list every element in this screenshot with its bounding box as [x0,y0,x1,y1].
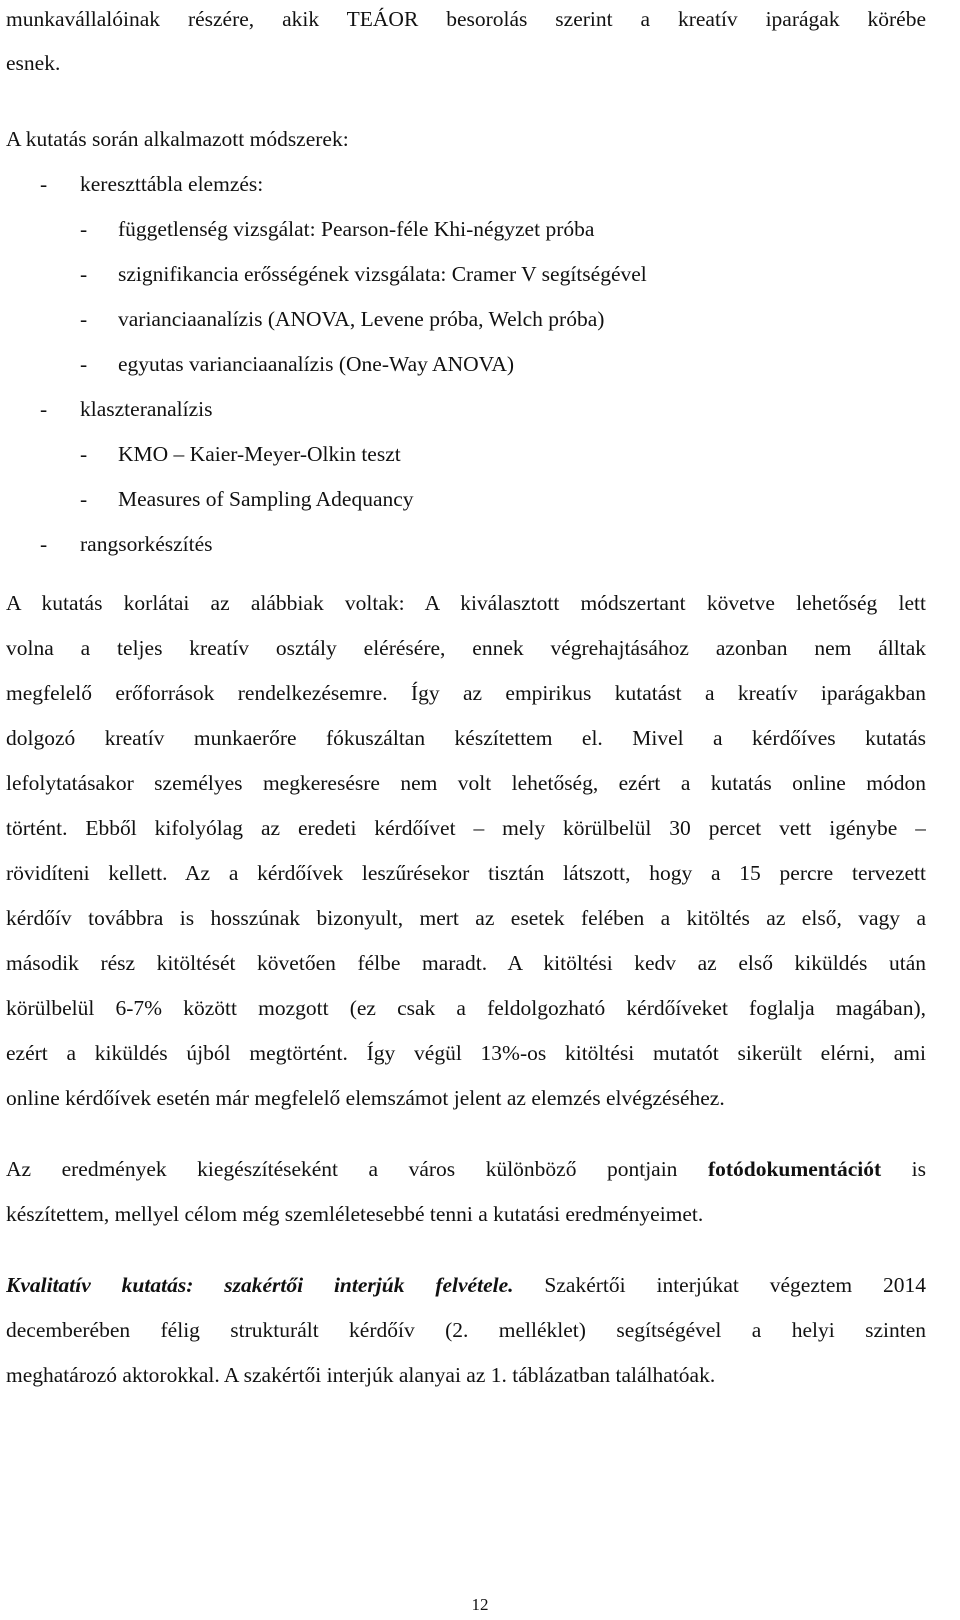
limits-paragraph-line: megfelelő erőforrások rendelkezésemre. Így az empirikus kutatást a kreatív iparágakban [6,681,926,705]
method-subitem: egyutas varianciaanalízis (One-Way ANOVA) [118,352,515,376]
method-item: kereszttábla elemzés: [80,172,264,196]
limits-paragraph-line: körülbelül 6-7% között mozgott (ez csak a feldolgozható kérdőíveket foglalja magában), [6,996,926,1020]
method-subitem: szignifikancia erősségének vizsgálata: Cramer V segítségével [118,262,647,286]
method-subitem: függetlenség vizsgálat: Pearson-féle Khi-négyzet próba [118,217,595,241]
limits-paragraph-line: dolgozó kreatív munkaerőre fókuszáltan készítettem el. Mivel a kérdőíves kutatás [6,726,926,750]
limits-paragraph-line: második rész kitöltését követően félbe maradt. A kitöltési kedv az első kiküldés után [6,951,926,975]
list-dash: - [40,397,48,421]
limits-paragraph-line: A kutatás korlátai az alábbiak voltak: A kiválasztott módszertant követve lehetőség lett [6,591,926,615]
list-dash: - [80,487,88,511]
list-dash: - [40,532,48,556]
method-subitem: Measures of Sampling Adequancy [118,487,414,511]
limits-paragraph-line: kérdőív továbbra is hosszúnak bizonyult, mert az esetek felében a kitöltés az első, vagy a [6,906,926,930]
qualitative-paragraph-line-2: decemberében félig strukturált kérdőív (2. melléklet) segítségével a helyi szinten [6,1318,926,1342]
list-dash: - [80,262,88,286]
photo-bold-term: fotódokumentációt [707,1157,882,1181]
intro-line-1: munkavállalóinak részére, akik TEÁOR besorolás szerint a kreatív iparágak körébe [6,7,926,31]
limits-paragraph-line: rövidíteni kellett. Az a kérdőívek leszűrésekor tisztán látszott, hogy a 15 percre tervezett [6,861,926,885]
qualitative-paragraph-line-3: meghatározó aktorokkal. A szakértői interjúk alanyai az 1. táblázatban találhatóak. [6,1363,716,1387]
method-subitem: varianciaanalízis (ANOVA, Levene próba, Welch próba) [118,307,605,331]
limits-paragraph-line: lefolytatásakor személyes megkeresésre nem volt lehetőség, ezért a kutatás online módon [6,771,926,795]
qualitative-paragraph-line-1 [6,1272,926,1298]
limits-paragraph-line: ezért a kiküldés újból megtörtént. Így végül 13%-os kitöltési mutatót sikerült elérni, ami [6,1041,926,1065]
methods-heading: A kutatás során alkalmazott módszerek: [6,127,349,151]
list-dash: - [80,352,88,376]
method-subitem: KMO – Kaier-Meyer-Olkin teszt [118,442,401,466]
page-number: 12 [471,1595,489,1614]
photo-paragraph-line-1 [6,1156,926,1182]
method-item: rangsorkészítés [80,532,213,556]
list-dash: - [80,442,88,466]
list-dash: - [40,172,48,196]
limits-paragraph-line: történt. Ebből kifolyólag az eredeti kérdőívet – mely körülbelül 30 percet vett igénybe – [6,816,926,840]
photo-text-post: is [911,1157,926,1181]
intro-line-2: esnek. [6,51,61,75]
qualitative-text: Szakértői interjúkat végeztem 2014 [544,1273,926,1297]
photo-paragraph-line-2: készítettem, mellyel célom még szemléletesebbé tenni a kutatási eredményeimet. [6,1202,704,1226]
limits-paragraph-line: volna a teljes kreatív osztály elérésére, ennek végrehajtásához azonban nem álltak [6,636,926,660]
list-dash: - [80,307,88,331]
method-item: klaszteranalízis [80,397,213,421]
list-dash: - [80,217,88,241]
qualitative-heading: Kvalitatív kutatás: szakértői interjúk felvétele. [6,1273,514,1297]
photo-text-pre: Az eredmények kiegészítéseként a város különböző pontjain [6,1157,678,1181]
limits-paragraph-line: online kérdőívek esetén már megfelelő elemszámot jelent az elemzés elvégzéséhez. [6,1086,725,1110]
